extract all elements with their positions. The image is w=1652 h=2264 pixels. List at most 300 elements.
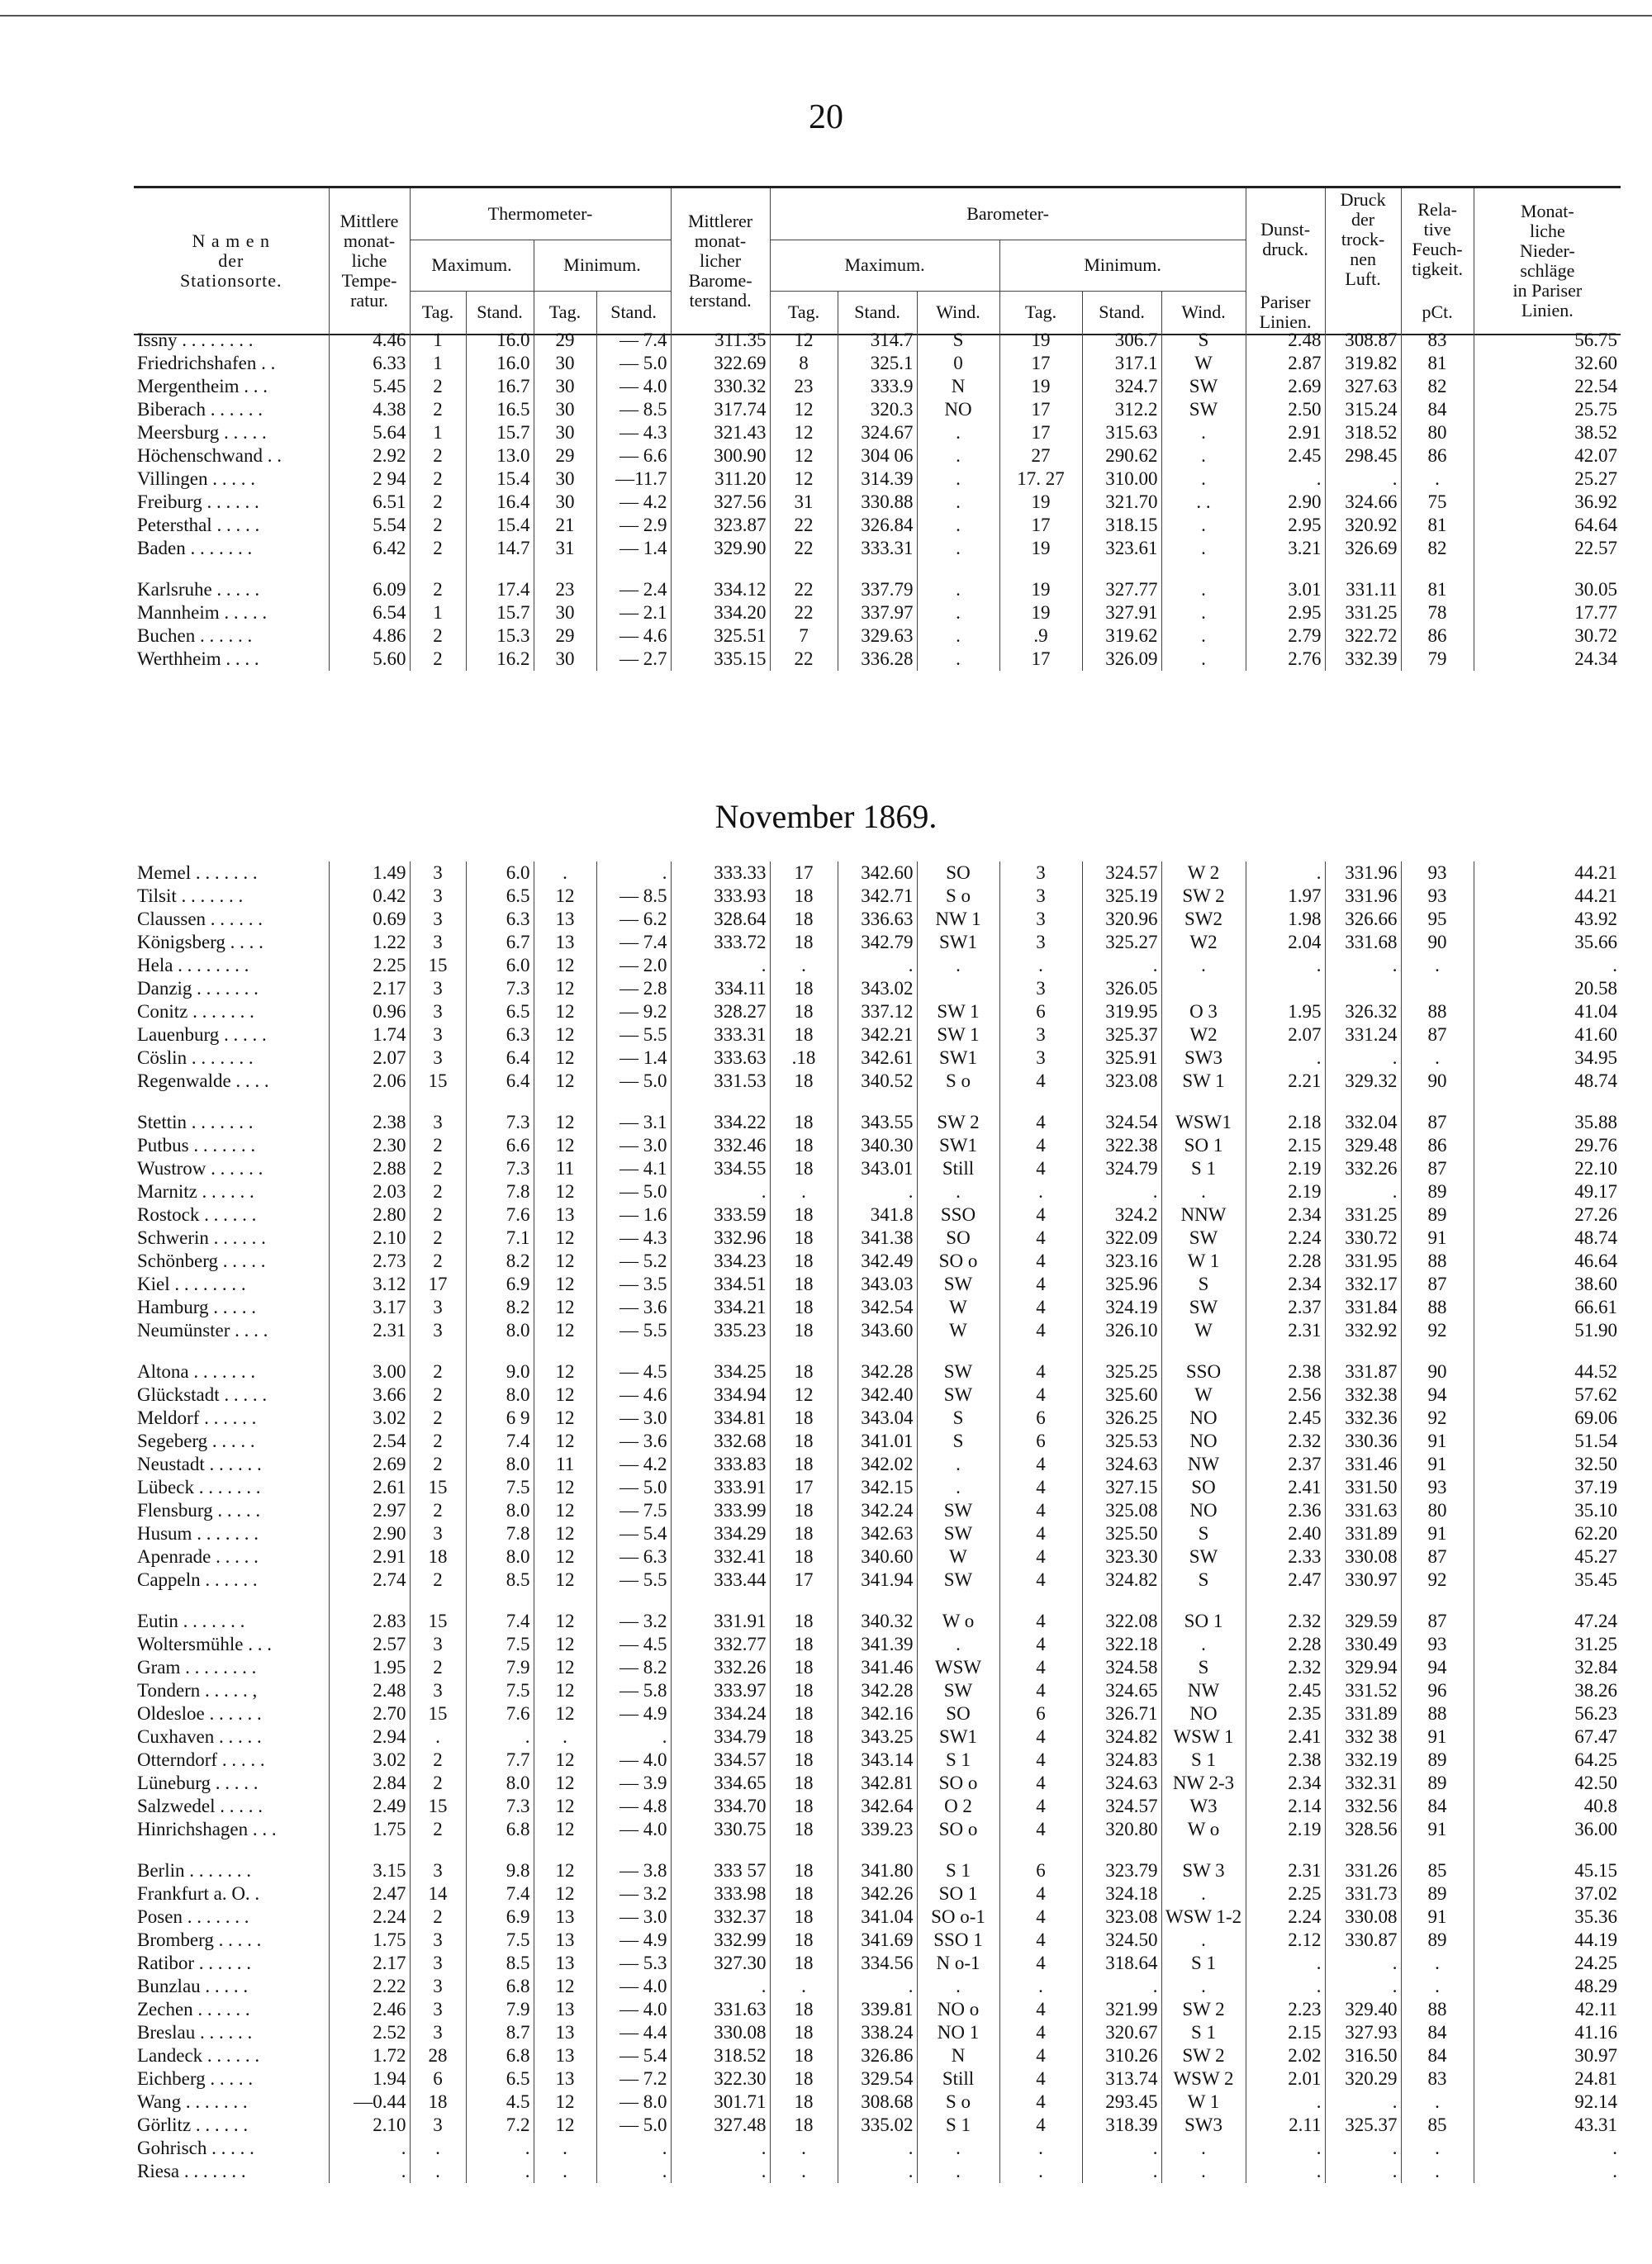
cell-bmaxw: S o bbox=[917, 1070, 999, 1093]
cell-t: 2.10 bbox=[329, 2114, 410, 2137]
cell-tmind: 12 bbox=[534, 1499, 596, 1522]
cell-bminw: W2 bbox=[1161, 931, 1246, 954]
cell-tmind: 31 bbox=[534, 537, 596, 560]
station-name: Wang . . . . . . . bbox=[137, 2091, 248, 2112]
cell-bmind: 4 bbox=[999, 1952, 1082, 1975]
data-table-upper bbox=[134, 329, 1621, 671]
cell-tmaxd: 2 bbox=[410, 514, 466, 537]
cell-b: 333.72 bbox=[671, 931, 770, 954]
cell-tmin: — 3.0 bbox=[596, 1407, 671, 1430]
cell-tmax: 6.0 bbox=[466, 954, 534, 977]
table-row bbox=[134, 1360, 1621, 1384]
cell-tmax: 8.0 bbox=[466, 1453, 534, 1476]
cell-bminw: SW 2 bbox=[1161, 1998, 1246, 2021]
cell-bmin: 320.67 bbox=[1082, 2021, 1161, 2044]
cell-tmaxd: 15 bbox=[410, 1070, 466, 1093]
cell-bmin: 324.57 bbox=[1082, 1795, 1161, 1818]
cell-bminw: . bbox=[1161, 624, 1246, 648]
cell-b: 301.71 bbox=[671, 2091, 770, 2114]
cell-tmaxd: . bbox=[410, 2160, 466, 2183]
cell-tmin: — 6.2 bbox=[596, 908, 671, 931]
cell-tmaxd: 2 bbox=[410, 1453, 466, 1476]
cell-nied: 35.45 bbox=[1474, 1569, 1621, 1592]
cell-tmaxd: 28 bbox=[410, 2044, 466, 2067]
group-gap bbox=[134, 1592, 1621, 1610]
cell-nied: 45.27 bbox=[1474, 1545, 1621, 1569]
cell-tmax: 7.5 bbox=[466, 1476, 534, 1499]
cell-bmin: 325.96 bbox=[1082, 1273, 1161, 1296]
cell-b: 334.65 bbox=[671, 1772, 770, 1795]
cell-bmind: 6 bbox=[999, 1859, 1082, 1882]
cell-bminw: SW bbox=[1161, 375, 1246, 398]
cell-dunst: 2.34 bbox=[1246, 1772, 1325, 1795]
cell-dunst: 2.47 bbox=[1246, 1569, 1325, 1592]
cell-tmax: 6.8 bbox=[466, 1818, 534, 1841]
table-row bbox=[134, 1070, 1621, 1093]
cell-t: 3.02 bbox=[329, 1407, 410, 1430]
cell-bmaxw: S o bbox=[917, 2091, 999, 2114]
cell-rel: 86 bbox=[1401, 1134, 1474, 1157]
cell-dunst: 2.79 bbox=[1246, 624, 1325, 648]
cell-nied: 20.58 bbox=[1474, 977, 1621, 1000]
cell-bmind: 3 bbox=[999, 1047, 1082, 1070]
cell-tmaxd: 3 bbox=[410, 1111, 466, 1134]
cell-druck: 326.32 bbox=[1325, 1000, 1401, 1023]
cell-bmind: 17 bbox=[999, 352, 1082, 375]
cell-tmaxd: 17 bbox=[410, 1273, 466, 1296]
cell-bminw: NNW bbox=[1161, 1203, 1246, 1227]
cell-bmind: 6 bbox=[999, 1702, 1082, 1725]
table-row bbox=[134, 1545, 1621, 1569]
cell-bmin: 324.83 bbox=[1082, 1749, 1161, 1772]
cell-rel: 83 bbox=[1401, 2067, 1474, 2091]
cell-bmind: 4 bbox=[999, 1998, 1082, 2021]
cell-druck: 331.25 bbox=[1325, 1203, 1401, 1227]
cell-bmaxw: N o-1 bbox=[917, 1952, 999, 1975]
cell-tmax: 15.4 bbox=[466, 468, 534, 491]
cell-bmind: 4 bbox=[999, 1882, 1082, 1906]
cell-dunst: 2.38 bbox=[1246, 1749, 1325, 1772]
cell-tmind: 13 bbox=[534, 931, 596, 954]
cell-druck: 315.24 bbox=[1325, 398, 1401, 421]
cell-bmaxw: S 1 bbox=[917, 1749, 999, 1772]
cell-tmin: — 4.4 bbox=[596, 2021, 671, 2044]
cell-bmaxw: S 1 bbox=[917, 1859, 999, 1882]
cell-tmaxd: 2 bbox=[410, 1499, 466, 1522]
cell-bmind: 3 bbox=[999, 908, 1082, 931]
cell-tmin: — 3.1 bbox=[596, 1111, 671, 1134]
cell-b: 334.22 bbox=[671, 1111, 770, 1134]
cell-tmind: 12 bbox=[534, 1975, 596, 1998]
cell-bmaxd: 23 bbox=[770, 375, 838, 398]
cell-t: 2.57 bbox=[329, 1633, 410, 1656]
cell-tmaxd: 2 bbox=[410, 1569, 466, 1592]
cell-b: 332.96 bbox=[671, 1227, 770, 1250]
cell-tmind: 13 bbox=[534, 2021, 596, 2044]
station-name: Zechen . . . . . . bbox=[137, 1999, 250, 2020]
cell-bmaxd: 12 bbox=[770, 329, 838, 352]
cell-nied: 22.10 bbox=[1474, 1157, 1621, 1180]
cell-tmax: 7.4 bbox=[466, 1882, 534, 1906]
cell-bmax: 340.52 bbox=[838, 1070, 917, 1093]
cell-tmind: 13 bbox=[534, 1998, 596, 2021]
cell-nied: 30.05 bbox=[1474, 578, 1621, 601]
cell-bmind: 17 bbox=[999, 398, 1082, 421]
cell-b: 327.56 bbox=[671, 491, 770, 514]
cell-bmaxd: 18 bbox=[770, 1702, 838, 1725]
cell-nied: 48.29 bbox=[1474, 1975, 1621, 1998]
cell-t: 6.33 bbox=[329, 352, 410, 375]
cell-bminw: W bbox=[1161, 1319, 1246, 1342]
cell-rel: 85 bbox=[1401, 2114, 1474, 2137]
cell-bmin: 325.25 bbox=[1082, 1360, 1161, 1384]
cell-t: 0.69 bbox=[329, 908, 410, 931]
table-row bbox=[134, 908, 1621, 931]
cell-druck: 325.37 bbox=[1325, 2114, 1401, 2137]
cell-b: 334.51 bbox=[671, 1273, 770, 1296]
cell-druck: 331.87 bbox=[1325, 1360, 1401, 1384]
cell-druck: 319.82 bbox=[1325, 352, 1401, 375]
cell-tmin: — 3.0 bbox=[596, 1906, 671, 1929]
cell-bmax: 334.56 bbox=[838, 1952, 917, 1975]
cell-bmaxw: SSO bbox=[917, 1203, 999, 1227]
table-row bbox=[134, 514, 1621, 537]
cell-rel: 94 bbox=[1401, 1656, 1474, 1679]
cell-nied: 25.75 bbox=[1474, 398, 1621, 421]
cell-tmaxd: 2 bbox=[410, 1906, 466, 1929]
cell-b: 322.69 bbox=[671, 352, 770, 375]
cell-bmin: 319.62 bbox=[1082, 624, 1161, 648]
station-name: Görlitz . . . . . . bbox=[137, 2114, 249, 2135]
cell-b: 331.63 bbox=[671, 1998, 770, 2021]
cell-bmax: 343.25 bbox=[838, 1725, 917, 1749]
station-name: Wustrow . . . . . . bbox=[137, 1158, 263, 1179]
cell-tmax: 7.9 bbox=[466, 1998, 534, 2021]
cell-bmin: . bbox=[1082, 2137, 1161, 2160]
cell-bminw: . bbox=[1161, 444, 1246, 468]
header-station-names: N a m e n der Stationsorte. bbox=[179, 230, 282, 291]
cell-bmaxw: . bbox=[917, 1180, 999, 1203]
cell-b: 333.99 bbox=[671, 1499, 770, 1522]
cell-tmin: — 2.4 bbox=[596, 578, 671, 601]
cell-bmax: 333.31 bbox=[838, 537, 917, 560]
cell-bmind: 4 bbox=[999, 1134, 1082, 1157]
cell-bminw: W3 bbox=[1161, 1795, 1246, 1818]
cell-rel: 87 bbox=[1401, 1610, 1474, 1633]
cell-dunst: 2.69 bbox=[1246, 375, 1325, 398]
cell-dunst: 2.76 bbox=[1246, 648, 1325, 671]
cell-tmaxd: 2 bbox=[410, 468, 466, 491]
table-row bbox=[134, 1134, 1621, 1157]
cell-druck: 326.66 bbox=[1325, 908, 1401, 931]
table-row bbox=[134, 1906, 1621, 1929]
table-row bbox=[134, 2137, 1621, 2160]
station-name: Conitz . . . . . . . bbox=[137, 1001, 254, 1022]
table-row bbox=[134, 1023, 1621, 1047]
cell-bmax: 342.28 bbox=[838, 1360, 917, 1384]
cell-bmax: 343.14 bbox=[838, 1749, 917, 1772]
cell-tmax: 7.8 bbox=[466, 1522, 534, 1545]
cell-bminw: . bbox=[1161, 601, 1246, 624]
cell-dunst: 2.45 bbox=[1246, 1407, 1325, 1430]
cell-t: 2.48 bbox=[329, 1679, 410, 1702]
cell-bmaxw: SW1 bbox=[917, 1047, 999, 1070]
cell-t: 1.72 bbox=[329, 2044, 410, 2067]
cell-b: 335.15 bbox=[671, 648, 770, 671]
cell-bmin: 322.38 bbox=[1082, 1134, 1161, 1157]
cell-b: . bbox=[671, 1975, 770, 1998]
cell-bmaxw: . bbox=[917, 421, 999, 444]
cell-dunst: 2.91 bbox=[1246, 421, 1325, 444]
cell-nied: 44.21 bbox=[1474, 861, 1621, 885]
cell-t: 1.22 bbox=[329, 931, 410, 954]
cell-t: 2.31 bbox=[329, 1319, 410, 1342]
cell-druck: 331.68 bbox=[1325, 931, 1401, 954]
cell-bmin: 325.19 bbox=[1082, 885, 1161, 908]
cell-bminw: . bbox=[1161, 2137, 1246, 2160]
cell-bmin: 323.79 bbox=[1082, 1859, 1161, 1882]
cell-tmind: 12 bbox=[534, 1545, 596, 1569]
cell-dunst: 2.50 bbox=[1246, 398, 1325, 421]
cell-druck: 330.87 bbox=[1325, 1929, 1401, 1952]
station-name: Altona . . . . . . . bbox=[137, 1361, 256, 1382]
cell-b: 332.68 bbox=[671, 1430, 770, 1453]
cell-druck: 330.97 bbox=[1325, 1569, 1401, 1592]
cell-bmind: 17 bbox=[999, 514, 1082, 537]
cell-bmind: . bbox=[999, 2137, 1082, 2160]
cell-dunst: 2.32 bbox=[1246, 1430, 1325, 1453]
cell-tmind: 12 bbox=[534, 1296, 596, 1319]
cell-tmax: 16.0 bbox=[466, 352, 534, 375]
cell-bmind: 4 bbox=[999, 1319, 1082, 1342]
cell-druck: . bbox=[1325, 1180, 1401, 1203]
cell-bmax: . bbox=[838, 2137, 917, 2160]
cell-dunst: 2.31 bbox=[1246, 1859, 1325, 1882]
cell-tmax: 6.0 bbox=[466, 861, 534, 885]
cell-bmax: 342.71 bbox=[838, 885, 917, 908]
cell-t: 2.25 bbox=[329, 954, 410, 977]
cell-tmaxd: 3 bbox=[410, 1047, 466, 1070]
cell-bmax: 343.02 bbox=[838, 977, 917, 1000]
cell-t: 6.42 bbox=[329, 537, 410, 560]
cell-rel: . bbox=[1401, 2091, 1474, 2114]
cell-dunst: 2.11 bbox=[1246, 2114, 1325, 2137]
cell-tmind: 12 bbox=[534, 1111, 596, 1134]
cell-druck: 330.36 bbox=[1325, 1430, 1401, 1453]
cell-rel: 82 bbox=[1401, 375, 1474, 398]
cell-druck: 331.25 bbox=[1325, 601, 1401, 624]
cell-tmin: — 2.8 bbox=[596, 977, 671, 1000]
cell-tmind: 12 bbox=[534, 1407, 596, 1430]
cell-nied: 31.25 bbox=[1474, 1633, 1621, 1656]
cell-tmind: 12 bbox=[534, 1000, 596, 1023]
cell-rel: . bbox=[1401, 2160, 1474, 2183]
station-name: Claussen . . . . . . bbox=[137, 909, 263, 929]
cell-b: 334.23 bbox=[671, 1250, 770, 1273]
cell-bmax: 341.01 bbox=[838, 1430, 917, 1453]
station-name: Höchenschwand . . bbox=[137, 445, 282, 466]
cell-druck: . bbox=[1325, 1047, 1401, 1070]
table-row bbox=[134, 1725, 1621, 1749]
cell-tmax: 15.4 bbox=[466, 514, 534, 537]
cell-bmin: . bbox=[1082, 2160, 1161, 2183]
cell-t: 2.91 bbox=[329, 1545, 410, 1569]
station-name: Werthheim . . . . bbox=[137, 648, 259, 669]
cell-rel: 92 bbox=[1401, 1569, 1474, 1592]
cell-nied: 38.52 bbox=[1474, 421, 1621, 444]
cell-bmax: 343.03 bbox=[838, 1273, 917, 1296]
cell-tmax: 9.8 bbox=[466, 1859, 534, 1882]
table-row bbox=[134, 1296, 1621, 1319]
cell-nied: 32.60 bbox=[1474, 352, 1621, 375]
cell-nied: 44.21 bbox=[1474, 885, 1621, 908]
table-row bbox=[134, 1111, 1621, 1134]
cell-b: . bbox=[671, 2160, 770, 2183]
cell-tmind: . bbox=[534, 861, 596, 885]
cell-bmaxd: 12 bbox=[770, 468, 838, 491]
cell-b: 334.70 bbox=[671, 1795, 770, 1818]
cell-druck: 329.40 bbox=[1325, 1998, 1401, 2021]
station-name: Meldorf . . . . . . bbox=[137, 1407, 257, 1428]
cell-bmaxw: SW bbox=[917, 1273, 999, 1296]
cell-tmin: . bbox=[596, 2160, 671, 2183]
cell-bmaxw: . bbox=[917, 1633, 999, 1656]
cell-tmind: 30 bbox=[534, 375, 596, 398]
cell-bmax: 342.15 bbox=[838, 1476, 917, 1499]
table-row bbox=[134, 1384, 1621, 1407]
cell-tmax: 6.3 bbox=[466, 908, 534, 931]
cell-druck bbox=[1325, 977, 1401, 1000]
cell-tmax: 6.9 bbox=[466, 1906, 534, 1929]
cell-bmin: 324.82 bbox=[1082, 1725, 1161, 1749]
table-row bbox=[134, 1882, 1621, 1906]
station-name: Otterndorf . . . . . bbox=[137, 1749, 265, 1770]
cell-tmind: 11 bbox=[534, 1453, 596, 1476]
cell-tmax: . bbox=[466, 2137, 534, 2160]
table-row bbox=[134, 1227, 1621, 1250]
cell-bmax: 343.60 bbox=[838, 1319, 917, 1342]
cell-bminw: S 1 bbox=[1161, 1157, 1246, 1180]
cell-nied: 36.00 bbox=[1474, 1818, 1621, 1841]
group-gap bbox=[134, 560, 1621, 578]
cell-tmax: 7.6 bbox=[466, 1702, 534, 1725]
station-name: Gohrisch . . . . . bbox=[137, 2138, 254, 2158]
table-row bbox=[134, 398, 1621, 421]
cell-b: 328.64 bbox=[671, 908, 770, 931]
cell-bmaxw: . bbox=[917, 537, 999, 560]
cell-t: 2.88 bbox=[329, 1157, 410, 1180]
cell-rel: 91 bbox=[1401, 1522, 1474, 1545]
cell-rel: 82 bbox=[1401, 537, 1474, 560]
cell-t: 2.84 bbox=[329, 1772, 410, 1795]
cell-rel: . bbox=[1401, 1975, 1474, 1998]
cell-b: 330.08 bbox=[671, 2021, 770, 2044]
cell-bmind: 4 bbox=[999, 2067, 1082, 2091]
cell-nied: 49.17 bbox=[1474, 1180, 1621, 1203]
cell-tmin: — 3.2 bbox=[596, 1610, 671, 1633]
station-name: Cuxhaven . . . . . bbox=[137, 1726, 262, 1747]
cell-tmax: 7.2 bbox=[466, 2114, 534, 2137]
cell-druck: . bbox=[1325, 954, 1401, 977]
cell-tmind: 12 bbox=[534, 1070, 596, 1093]
cell-bminw: SO 1 bbox=[1161, 1134, 1246, 1157]
station-name: Baden . . . . . . . bbox=[137, 538, 253, 558]
cell-rel: 89 bbox=[1401, 1929, 1474, 1952]
cell-bmax: 339.81 bbox=[838, 1998, 917, 2021]
cell-tmind: 12 bbox=[534, 1476, 596, 1499]
cell-bmaxd: 17 bbox=[770, 1476, 838, 1499]
cell-bmind: 4 bbox=[999, 1522, 1082, 1545]
cell-nied: 41.04 bbox=[1474, 1000, 1621, 1023]
cell-druck: 320.92 bbox=[1325, 514, 1401, 537]
cell-nied: 41.60 bbox=[1474, 1023, 1621, 1047]
cell-tmin: — 4.2 bbox=[596, 1453, 671, 1476]
cell-tmaxd: 3 bbox=[410, 1522, 466, 1545]
cell-dunst: . bbox=[1246, 861, 1325, 885]
cell-bmax: 342.54 bbox=[838, 1296, 917, 1319]
cell-tmax: 6.8 bbox=[466, 2044, 534, 2067]
cell-tmin: — 4.6 bbox=[596, 1384, 671, 1407]
cell-bmind: 3 bbox=[999, 931, 1082, 954]
cell-dunst: 2.25 bbox=[1246, 1882, 1325, 1906]
cell-dunst: . bbox=[1246, 954, 1325, 977]
cell-rel: 84 bbox=[1401, 2021, 1474, 2044]
cell-bmax: 342.28 bbox=[838, 1679, 917, 1702]
cell-rel: 80 bbox=[1401, 421, 1474, 444]
station-name: Woltersmühle . . . bbox=[137, 1634, 272, 1654]
table-row bbox=[134, 1180, 1621, 1203]
cell-tmax: 8.2 bbox=[466, 1296, 534, 1319]
cell-bmaxd: 18 bbox=[770, 2067, 838, 2091]
cell-tmin: — 7.5 bbox=[596, 1499, 671, 1522]
cell-tmaxd: 3 bbox=[410, 977, 466, 1000]
cell-bmaxd: 18 bbox=[770, 1296, 838, 1319]
cell-druck: 322.72 bbox=[1325, 624, 1401, 648]
cell-tmax: 8.0 bbox=[466, 1499, 534, 1522]
cell-nied: 51.54 bbox=[1474, 1430, 1621, 1453]
cell-bmin: 323.61 bbox=[1082, 537, 1161, 560]
cell-bmax: 339.23 bbox=[838, 1818, 917, 1841]
cell-bmax: 333.9 bbox=[838, 375, 917, 398]
station-name: Oldesloe . . . . . . bbox=[137, 1703, 262, 1724]
cell-bminw: W 1 bbox=[1161, 1250, 1246, 1273]
cell-bmax: 340.60 bbox=[838, 1545, 917, 1569]
cell-tmaxd: 2 bbox=[410, 1250, 466, 1273]
cell-rel: 81 bbox=[1401, 514, 1474, 537]
cell-bmind: 4 bbox=[999, 1772, 1082, 1795]
cell-dunst: 2.23 bbox=[1246, 1998, 1325, 2021]
cell-bmaxw: SW bbox=[917, 1679, 999, 1702]
cell-bmaxw: . bbox=[917, 491, 999, 514]
station-name: Schönberg . . . . . bbox=[137, 1251, 266, 1271]
cell-bmaxd: . bbox=[770, 954, 838, 977]
cell-t: 5.45 bbox=[329, 375, 410, 398]
cell-bmin: 326.25 bbox=[1082, 1407, 1161, 1430]
cell-bmind: 4 bbox=[999, 1569, 1082, 1592]
header-niederschlag: Monat- liche Nieder- schläge in Pariser Linien. bbox=[1474, 187, 1621, 335]
cell-bminw: . bbox=[1161, 954, 1246, 977]
header-barometer: Barometer- bbox=[770, 187, 1246, 240]
table-row bbox=[134, 329, 1621, 352]
cell-druck: 331.89 bbox=[1325, 1522, 1401, 1545]
cell-tmaxd: 14 bbox=[410, 1882, 466, 1906]
cell-bminw: . bbox=[1161, 421, 1246, 444]
cell-tmind: 13 bbox=[534, 908, 596, 931]
cell-tmin: — 5.0 bbox=[596, 352, 671, 375]
station-name: Lübeck . . . . . . . bbox=[137, 1477, 261, 1497]
cell-t: 5.60 bbox=[329, 648, 410, 671]
cell-bmax: 329.63 bbox=[838, 624, 917, 648]
